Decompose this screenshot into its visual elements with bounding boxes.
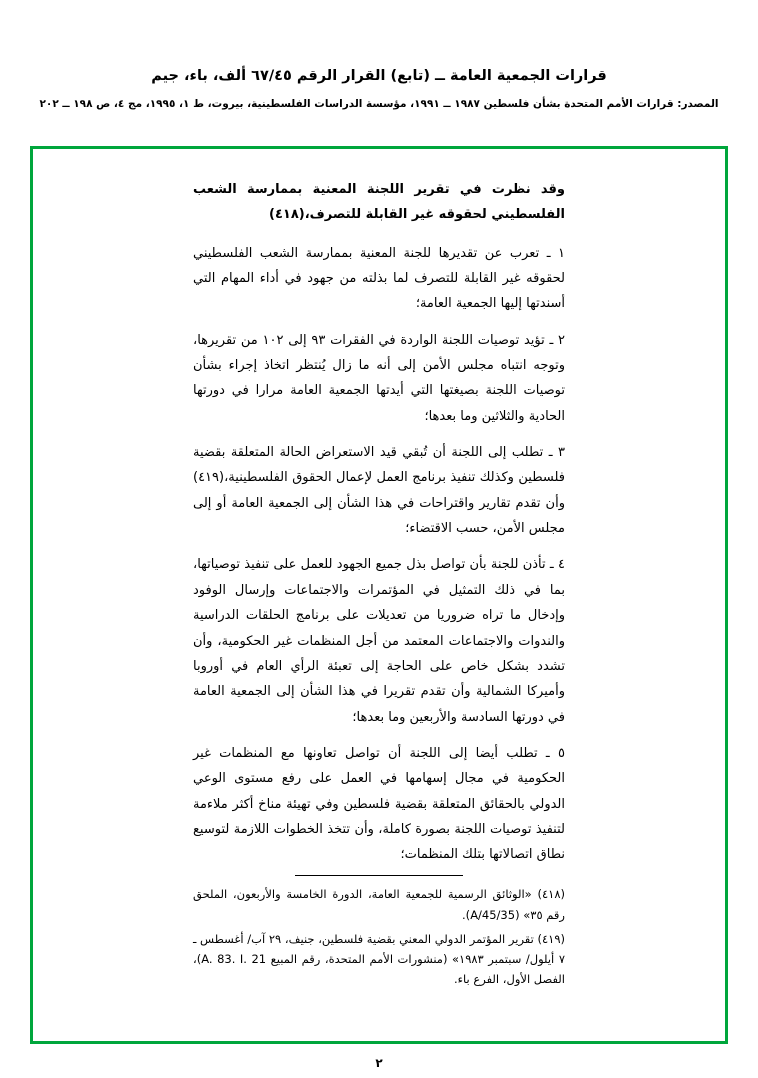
page-number: ٢: [375, 1056, 383, 1070]
paragraph-5: ٥ ـ تطلب أيضا إلى اللجنة أن تواصل تعاونها مع المنظمات غير الحكومية في مجال إسهامها في العمل على رفع مستوى الوعي الدولي بالحقائق المتعلقة بقضية فلسطين وفي تهيئة مناخ أكثر ملاءمة لتنفيذ توصيات اللجنة بصورة كاملة، وأن تتخذ الخطوات اللازمة لتوسيع نطاق اتصالاتها بتلك المنظمات؛: [193, 745, 565, 863]
paragraph-intro: وقد نظرت في تقرير اللجنة المعنية بممارسة الشعب الفلسطيني لحقوقه غير القابلة للتصرف،(٤١٨): [193, 182, 565, 223]
footnotes-section: [57, 875, 701, 993]
paragraph-1: ١ ـ تعرب عن تقديرها للجنة المعنية بممارسة الشعب الفلسطيني لحقوقه غير القابلة للتصرف لما بذلته من جهود في أداء المهام التي أسندتها إليها الجمعية العامة؛: [193, 245, 565, 312]
footnote-separator: [295, 875, 463, 876]
source-line: المصدر: قرارات الأمم المتحدة بشأن فلسطين ١٩٨٧ ــ ١٩٩١، مؤسسة الدراسات الفلسطينية، بيروت، ط ١، ١٩٩٥، مج ٤، ص ١٩٨ ــ ٢٠٢: [39, 97, 719, 110]
footnote-418: (٤١٨) «الوثائق الرسمية للجمعية العامة، الدورة الخامسة والأربعون، الملحق رقم ٣٥» (A/45/35).: [193, 887, 565, 922]
content-area: [33, 177, 725, 1041]
paragraph-2: ٢ ـ تؤيد توصيات اللجنة الواردة في الفقرات ٩٣ إلى ١٠٢ من تقريرها، وتوجه انتباه مجلس الأمن إلى أنه ما زال يُنتظر اتخاذ إجراء بشأن توصيات اللجنة بصيغتها التي أيدتها الجمعية العامة مرارا في دورتها الحادية والثلاثين وما بعدها؛: [193, 332, 566, 424]
document-header: [0, 66, 758, 110]
body-column: [193, 177, 565, 868]
paragraph-4: ٤ ـ تأذن للجنة بأن تواصل بذل جميع الجهود للعمل على تنفيذ توصياتها، بما في ذلك التمثيل في المؤتمرات والاجتماعات وإرسال الوفود وإدخال ما تراه ضروريا من تعديلات على برنامج الحلقات الدراسية والندوات والاجتماعات المعتمد من أجل المنظمات غير الحكومية، وأن تشدد بشكل خاص على الحاجة إلى تعبئة الرأي العام في أوروبا وأميركا الشمالية وأن تقدم تقريرا في هذا الشأن إلى الجمعية العامة في دورتها السادسة والأربعين وما بعدها؛: [193, 557, 565, 725]
footnote-419: (٤١٩) تقرير المؤتمر الدولي المعني بقضية فلسطين، جنيف، ٢٩ آب/ أغسطس ـ ٧ أيلول/ سبتمبر ١٩٨٣» (منشورات الأمم المتحدة، رقم المبيع A. 83. I. 21)، الفصل الأول، الفرع باء.: [193, 931, 566, 986]
footnotes-list: [193, 884, 565, 989]
page-title: قرارات الجمعية العامة ــ (تابع) القرار الرقم ٦٧/٤٥ ألف، باء، جيم: [151, 68, 607, 84]
content-frame: [30, 146, 728, 1044]
paragraph-3: ٣ ـ تطلب إلى اللجنة أن تُبقي قيد الاستعراض الحالة المتعلقة بقضية فلسطين وكذلك تنفيذ برنامج العمل لإعمال الحقوق الفلسطينية،(٤١٩) وأن تقدم تقارير واقتراحات في هذا الشأن إلى الجمعية العامة أو إلى مجلس الأمن، حسب الاقتضاء؛: [193, 445, 565, 537]
